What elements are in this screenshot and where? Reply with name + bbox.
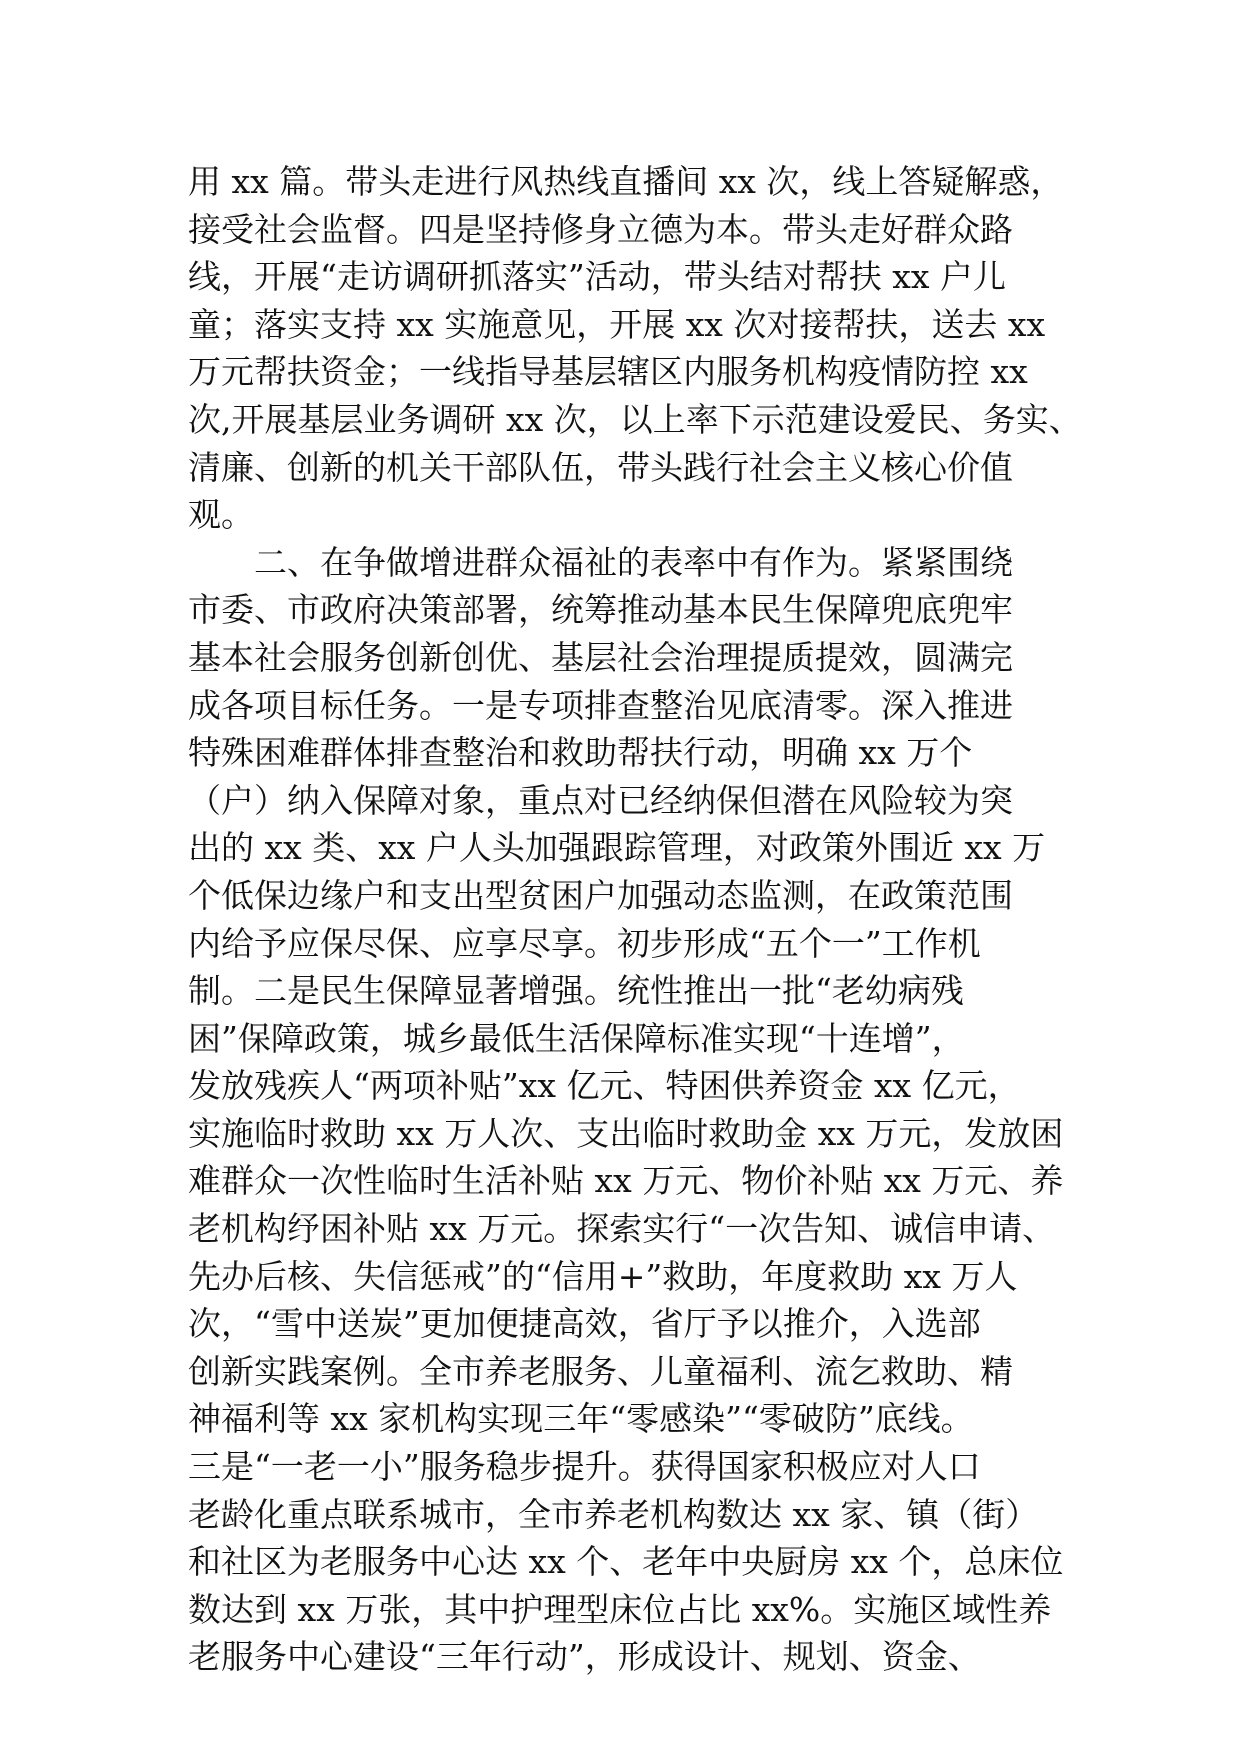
text-line: 困”保障政策，城乡最低生活保障标准实现“十连增”，: [188, 1018, 965, 1058]
text-line: 神福利等 xx 家机构实现三年“零感染”“零破防”底线。: [188, 1399, 974, 1439]
text-line: 用 xx 篇。带头走进行风热线直播间 xx 次，线上答疑解惑，: [188, 162, 1064, 201]
text-line: 特殊困难群体排查整治和救助帮扶行动，明确 xx 万个: [188, 733, 973, 773]
text-line: 清廉、创新的机关干部队伍，带头践行社会主义核心价值: [188, 447, 1013, 487]
text-line: 难群众一次性临时生活补贴 xx 万元、物价补贴 xx 万元、养: [188, 1161, 1064, 1201]
text-line: 个低保边缘户和支出型贫困户加强动态监测，在政策范围: [188, 875, 1013, 915]
text-line: 观。: [188, 495, 254, 535]
text-line: （户）纳入保障对象，重点对已经纳保但潜在风险较为突: [188, 780, 1013, 820]
text-line: 创新实践案例。全市养老服务、儿童福利、流乞救助、精: [188, 1351, 1013, 1391]
text-line: 制。二是民生保障显著增强。统性推出一批“老幼病残: [188, 971, 964, 1011]
text-line: 三是“一老一小”服务稳步提升。获得国家积极应对人口: [188, 1447, 981, 1487]
text-line: 老龄化重点联系城市，全市养老机构数达 xx 家、镇（街）: [188, 1494, 1039, 1534]
text-line: 先办后核、失信惩戒”的“信用+”救助，年度救助 xx 万人: [188, 1256, 1018, 1296]
text-line: 出的 xx 类、xx 户人头加强跟踪管理，对政策外围近 xx 万: [188, 828, 1046, 868]
body-text: [188, 158, 1082, 1681]
text-line: 二、在争做增进群众福祉的表率中有作为。紧紧围绕: [188, 542, 1013, 582]
text-line: 发放残疾人“两项补贴”xx 亿元、特困供养资金 xx 亿元，: [188, 1066, 1021, 1106]
text-line: 内给予应保尽保、应享尽享。初步形成“五个一”工作机: [188, 923, 981, 963]
text-line: 线，开展“走访调研抓落实”活动，带头结对帮扶 xx 户儿: [188, 257, 1006, 297]
text-line: 老机构纾困补贴 xx 万元。探索实行“一次告知、诚信申请、: [188, 1209, 1056, 1249]
text-line: 基本社会服务创新创优、基层社会治理提质提效，圆满完: [188, 637, 1013, 677]
text-line: 老服务中心建设“三年行动”，形成设计、规划、资金、: [188, 1637, 981, 1677]
text-line: 和社区为老服务中心达 xx 个、老年中央厨房 xx 个，总床位: [188, 1542, 1064, 1582]
text-line: 万元帮扶资金；一线指导基层辖区内服务机构疫情防控 xx: [188, 352, 1028, 392]
text-line: 童；落实支持 xx 实施意见，开展 xx 次对接帮扶，送去 xx: [188, 304, 1046, 344]
text-line: 接受社会监督。四是坚持修身立德为本。带头走好群众路: [188, 209, 1013, 249]
text-line: 实施临时救助 xx 万人次、支出临时救助金 xx 万元，发放困: [188, 1113, 1064, 1153]
text-line: 次,开展基层业务调研 xx 次，以上率下示范建设爱民、务实、: [188, 399, 1082, 439]
text-line: 数达到 xx 万张，其中护理型床位占比 xx%。实施区域性养: [188, 1589, 1052, 1629]
text-line: 市委、市政府决策部署，统筹推动基本民生保障兜底兜牢: [188, 590, 1013, 630]
text-line: 次，“雪中送炭”更加便捷高效，省厅予以推介，入选部: [188, 1304, 981, 1344]
text-line: 成各项目标任务。一是专项排查整治见底清零。深入推进: [188, 685, 1013, 725]
